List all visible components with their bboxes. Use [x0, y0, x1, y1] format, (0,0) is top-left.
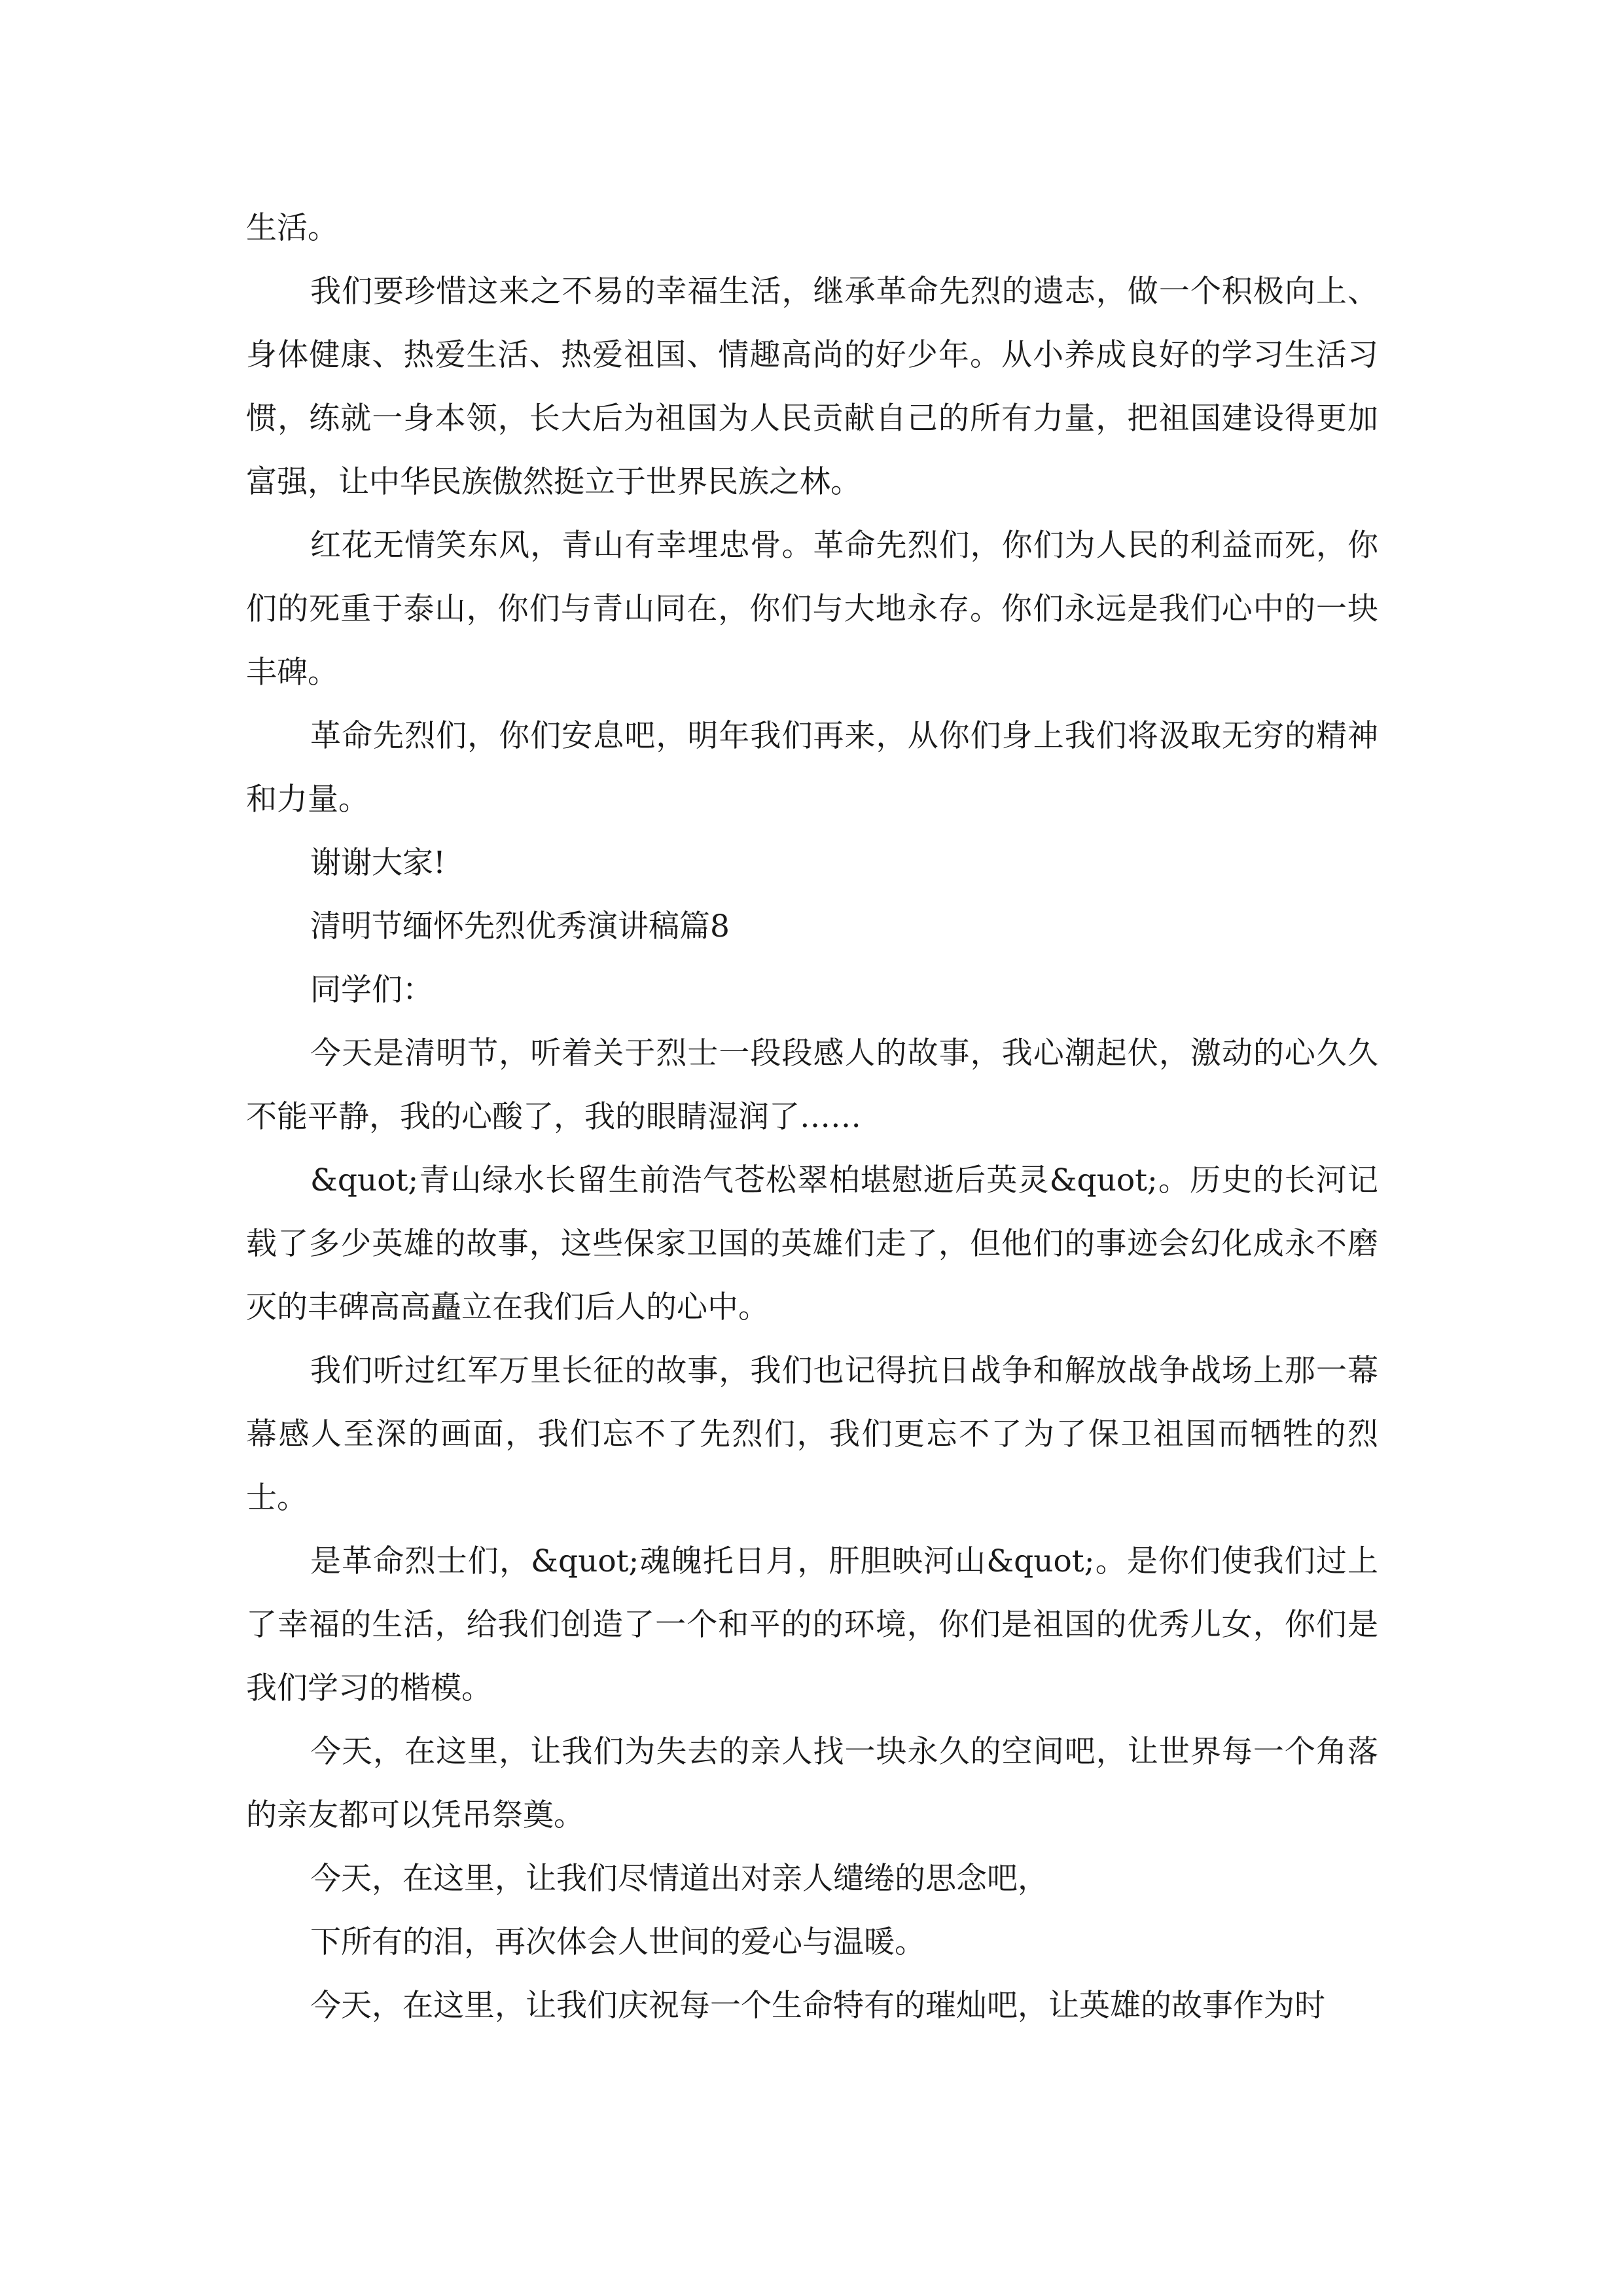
closing-thanks: 谢谢大家! — [310, 845, 446, 881]
section-title: 清明节缅怀先烈优秀演讲稿篇8 — [310, 908, 730, 944]
paragraph-9: &quot;青山绿水长留生前浩气苍松翠柏堪慰逝后英灵&quot;。历史的长河记载了多少英雄的故事，这些保家卫国的英雄们走了，但他们的事迹会幻化成永不磨灭的丰碑高高矗立在我们后人的心中。 — [246, 1162, 1378, 1325]
paragraph-3: 红花无情笑东风，青山有幸埋忠骨。革命先烈们，你们为人民的利益而死，你们的死重于泰山，你们与青山同在，你们与大地永存。你们永远是我们心中的一块丰碑。 — [246, 528, 1378, 691]
paragraph-12: 今天，在这里，让我们为失去的亲人找一块永久的空间吧，让世界每一个角落的亲友都可以凭吊祭奠。 — [246, 1734, 1378, 1833]
document-body — [246, 196, 1378, 2037]
paragraph-11: 是革命烈士们，&quot;魂魄托日月，肝胆映河山&quot;。是你们使我们过上了幸福的生活，给我们创造了一个和平的的环境，你们是祖国的优秀儿女，你们是我们学习的楷模。 — [246, 1543, 1378, 1706]
paragraph-8: 今天是清明节，听着关于烈士一段段感人的故事，我心潮起伏，激动的心久久不能平静，我的心酸了，我的眼睛湿润了…… — [246, 1035, 1378, 1135]
paragraph-13: 今天，在这里，让我们尽情道出对亲人缱绻的思念吧， — [310, 1861, 1048, 1897]
paragraph-2: 我们要珍惜这来之不易的幸福生活，继承革命先烈的遗志，做一个积极向上、身体健康、热爱生活、热爱祖国、情趣高尚的好少年。从小养成良好的学习生活习惯，练就一身本领，长大后为祖国为人民贡献自己的所有力量，把祖国建设得更加富强，让中华民族傲然挺立于世界民族之林。 — [246, 274, 1378, 500]
paragraph-1: 生活。 — [246, 210, 338, 246]
paragraph-4: 革命先烈们，你们安息吧，明年我们再来，从你们身上我们将汲取无穷的精神和力量。 — [246, 718, 1378, 817]
paragraph-15: 今天，在这里，让我们庆祝每一个生命特有的璀灿吧，让英雄的故事作为时 — [310, 1988, 1325, 2024]
paragraph-10: 我们听过红军万里长征的故事，我们也记得抗日战争和解放战争战场上那一幕幕感人至深的画面，我们忘不了先烈们，我们更忘不了为了保卫祖国而牺牲的烈士。 — [246, 1353, 1378, 1516]
salutation: 同学们： — [310, 972, 433, 1008]
paragraph-14: 下所有的泪，再次体会人世间的爱心与温暖。 — [310, 1924, 925, 1960]
